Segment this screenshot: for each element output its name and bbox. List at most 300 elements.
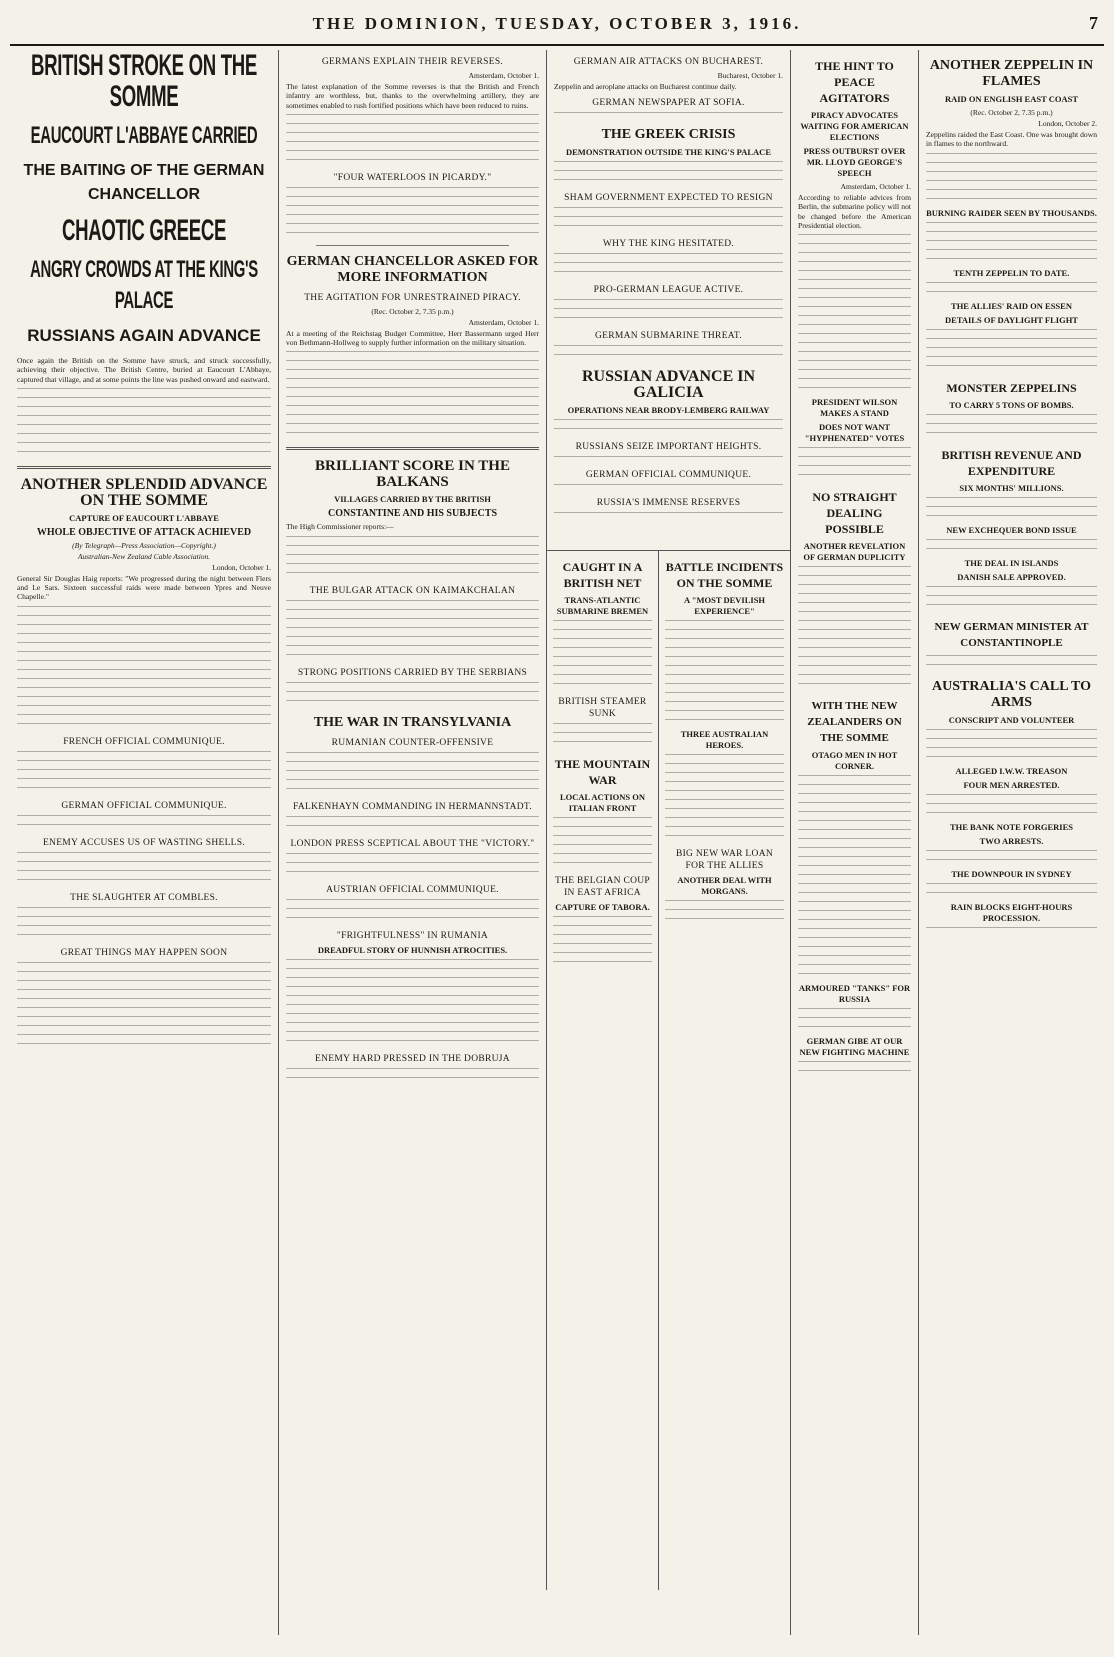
text-lines [798, 279, 911, 286]
text-lines [798, 928, 911, 935]
text-lines [798, 474, 911, 481]
section-heading: GERMAN OFFICIAL COMMUNIQUE. [61, 800, 227, 811]
text-lines [798, 1017, 911, 1024]
text-lines [286, 232, 539, 239]
section-heading: THE AGITATION FOR UNRESTRAINED PIRACY. [304, 292, 521, 303]
text-lines [554, 207, 783, 214]
headline: GERMAN CHANCELLOR ASKED FOR MORE INFORMATION [286, 253, 539, 285]
text-lines [17, 824, 271, 831]
column-2 [278, 50, 546, 1635]
text-lines [554, 354, 783, 361]
received-date: (Rec. October 2, 7.35 p.m.) [970, 108, 1053, 117]
text-lines [286, 536, 539, 543]
text-lines [286, 917, 539, 924]
text-lines [798, 811, 911, 818]
text-lines [17, 660, 271, 667]
dateline: London, October 2. [1038, 119, 1097, 128]
text-lines [554, 179, 783, 186]
text-lines [665, 656, 784, 663]
page-number: 7 [1089, 13, 1098, 33]
text-lines [17, 615, 271, 622]
text-lines [665, 665, 784, 672]
text-lines [17, 778, 271, 785]
headline: MONSTER ZEPPELINS [946, 380, 1077, 395]
text-lines [17, 442, 271, 449]
text-lines [553, 943, 652, 950]
text-lines [17, 751, 271, 758]
subheadline: ARMOURED "TANKS" FOR RUSSIA [798, 983, 911, 1005]
text-lines [553, 638, 652, 645]
text-lines [17, 934, 271, 941]
text-lines [926, 595, 1097, 602]
text-lines [798, 946, 911, 953]
text-lines [286, 816, 539, 823]
subheadline: ALLEGED I.W.W. TREASON [955, 765, 1068, 776]
text-lines [17, 980, 271, 987]
section-heading: GERMANS EXPLAIN THEIR REVERSES. [321, 57, 504, 67]
subheadline: FOUR MEN ARRESTED. [963, 779, 1060, 790]
text-lines [554, 456, 783, 463]
text-lines [286, 636, 539, 643]
text-lines [798, 683, 911, 690]
subheadline: TENTH ZEPPELIN TO DATE. [953, 267, 1070, 278]
text-lines [554, 170, 783, 177]
section-heading: BRITISH STEAMER SUNK [558, 697, 647, 719]
text-lines [798, 593, 911, 600]
section-heading: RUSSIA'S IMMENSE RESERVES [596, 498, 741, 509]
text-lines [798, 602, 911, 609]
text-lines [554, 428, 783, 435]
text-lines [798, 1008, 911, 1015]
text-lines [665, 781, 784, 788]
text-lines [286, 150, 539, 157]
text-lines [286, 378, 539, 385]
section-heading: ENEMY ACCUSES US OF WASTING SHELLS. [42, 837, 246, 848]
text-lines [798, 243, 911, 250]
text-lines [798, 883, 911, 890]
section-heading: RUMANIAN COUNTER-OFFENSIVE [331, 737, 494, 748]
text-lines [286, 1004, 539, 1011]
section-heading: PRO-GERMAN LEAGUE ACTIVE. [593, 285, 744, 296]
text-lines [798, 620, 911, 627]
text-lines [17, 624, 271, 631]
text-lines [286, 691, 539, 698]
text-lines [286, 618, 539, 625]
section-heading: GERMAN AIR ATTACKS ON BUCHAREST. [573, 57, 764, 67]
text-lines [665, 790, 784, 797]
text-lines [286, 908, 539, 915]
section-heading: GERMAN OFFICIAL COMMUNIQUE. [585, 470, 752, 481]
text-lines [665, 701, 784, 708]
text-lines [17, 678, 271, 685]
text-lines [17, 397, 271, 404]
text-lines [926, 347, 1097, 354]
text-lines [554, 317, 783, 324]
text-lines [926, 803, 1097, 810]
section-heading: "FOUR WATERLOOS IN PICARDY." [333, 172, 492, 183]
text-lines [286, 360, 539, 367]
text-lines [286, 779, 539, 786]
article-text: Zeppelins raided the East Coast. One was brought down in flames to the northward. [926, 130, 1097, 149]
text-lines [798, 775, 911, 782]
headline: THE GREEK CRISIS [601, 127, 736, 143]
text-lines [926, 153, 1097, 160]
text-lines [926, 198, 1097, 205]
subheadline: TRANS-ATLANTIC SUBMARINE BREMEN [556, 595, 649, 616]
text-lines [17, 916, 271, 923]
text-lines [926, 539, 1097, 546]
text-lines [926, 548, 1097, 555]
subheadline: DOES NOT WANT "HYPHENATED" VOTES [804, 422, 905, 444]
text-lines [798, 611, 911, 618]
subheadline: PIRACY ADVOCATES WAITING FOR AMERICAN ELECTIONS [800, 110, 909, 142]
subheadline: PRESS OUTBURST OVER MR. LLOYD GEORGE'S SPEECH [803, 146, 906, 178]
subheadline: THE ALLIES' RAID ON ESSEN [951, 300, 1072, 311]
text-lines [926, 222, 1097, 229]
column-3b [658, 550, 790, 1590]
text-lines [286, 1077, 539, 1084]
text-lines [286, 609, 539, 616]
text-lines [286, 600, 539, 607]
text-lines [926, 162, 1097, 169]
text-lines [926, 850, 1097, 857]
text-lines [17, 424, 271, 431]
text-lines [286, 862, 539, 869]
text-lines [554, 308, 783, 315]
subheadline: ANOTHER DEAL WITH MORGANS. [677, 875, 772, 896]
text-lines [926, 506, 1097, 513]
text-lines [554, 299, 783, 306]
subheadline: CONSTANTINE AND HIS SUBJECTS [327, 508, 498, 520]
text-lines [798, 964, 911, 971]
text-lines [286, 572, 539, 579]
article-text: The latest explanation of the Somme reverses is that the British and French infantry are worthless, but, thanks to the overwhelming artillery, they are sometimes enabled to rush fortified positions which have been reduced to ruins. [286, 82, 539, 110]
column-3 [546, 50, 790, 550]
text-lines [798, 674, 911, 681]
text-lines [798, 656, 911, 663]
subheadline: DREADFUL STORY OF HUNNISH ATROCITIES. [317, 944, 508, 955]
text-lines [286, 432, 539, 439]
text-lines [926, 338, 1097, 345]
subheadline: A "MOST DEVILISH EXPERIENCE" [683, 595, 766, 616]
text-lines [17, 1007, 271, 1014]
text-lines [17, 971, 271, 978]
section-heading: RUSSIANS SEIZE IMPORTANT HEIGHTS. [575, 442, 762, 453]
text-lines [926, 655, 1097, 662]
text-lines [17, 669, 271, 676]
dateline: Bucharest, October 1. [717, 71, 783, 80]
article-text: General Sir Douglas Haig reports: "We progressed during the night between Flers and Le Sars. Sixteen successful raids were made between Ypres and Neuve Chapelle." [17, 573, 271, 602]
subheadline: CONSCRIPT AND VOLUNTEER [948, 714, 1075, 725]
text-lines [286, 563, 539, 570]
subheadline: RAID ON ENGLISH EAST COAST [944, 94, 1079, 104]
text-lines [286, 645, 539, 652]
text-lines [286, 423, 539, 430]
text-lines [798, 910, 911, 917]
headline: BRILLIANT SCORE IN THE BALKANS [315, 458, 510, 491]
subheadline: PRESIDENT WILSON MAKES A STAND [811, 397, 898, 419]
section-heading: STRONG POSITIONS CARRIED BY THE SERBIANS [297, 667, 528, 678]
text-lines [286, 825, 539, 832]
subheadline: WHOLE OBJECTIVE OF ATTACK ACHIEVED [36, 526, 252, 538]
text-lines [286, 387, 539, 394]
headline: THE HINT TO PEACE AGITATORS [815, 59, 894, 105]
text-lines [665, 692, 784, 699]
text-lines [286, 114, 539, 121]
text-lines [17, 1034, 271, 1041]
text-lines [665, 647, 784, 654]
text-lines [286, 132, 539, 139]
text-lines [926, 756, 1097, 763]
column-5 [918, 50, 1104, 1635]
text-lines [17, 388, 271, 395]
text-lines [798, 955, 911, 962]
text-lines [17, 925, 271, 932]
text-lines [926, 664, 1097, 671]
text-lines [665, 808, 784, 815]
text-lines [665, 909, 784, 916]
text-lines [798, 252, 911, 259]
text-lines [17, 406, 271, 413]
subheadline: BURNING RAIDER SEEN BY THOUSANDS. [926, 207, 1097, 218]
text-lines [286, 196, 539, 203]
text-lines [926, 497, 1097, 504]
text-lines [798, 1061, 911, 1068]
headline: WITH THE NEW ZEALANDERS ON THE SOMME [807, 700, 902, 745]
section-heading: ENEMY HARD PRESSED IN THE DOBRUJA [315, 1053, 510, 1064]
subheadline: THE DEAL IN ISLANDS [964, 557, 1059, 568]
text-lines [798, 629, 911, 636]
text-lines [553, 665, 652, 672]
column-1 [10, 50, 278, 1635]
text-lines [286, 871, 539, 878]
subheadline: ANOTHER REVELATION OF GERMAN DUPLICITY [803, 541, 906, 563]
headline: NEW GERMAN MINISTER AT CONSTANTINOPLE [934, 620, 1089, 649]
text-lines [798, 665, 911, 672]
text-lines [665, 900, 784, 907]
text-lines [926, 423, 1097, 430]
text-lines [798, 270, 911, 277]
text-lines [17, 1016, 271, 1023]
section-heading: FALKENHAYN COMMANDING IN HERMANNSTADT. [293, 801, 532, 812]
text-lines [286, 654, 539, 661]
masthead [10, 10, 1104, 46]
text-lines [798, 865, 911, 872]
text-lines [553, 674, 652, 681]
masthead-title: THE DOMINION, TUESDAY, OCTOBER 3, 1916. [312, 14, 802, 33]
text-lines [926, 738, 1097, 745]
text-lines [553, 925, 652, 932]
text-lines [17, 787, 271, 794]
text-lines [554, 262, 783, 269]
text-lines [17, 1043, 271, 1050]
text-lines [286, 995, 539, 1002]
text-lines [926, 892, 1097, 899]
text-lines [665, 719, 784, 726]
article-text: Zeppelin and aeroplane attacks on Bucharest continue daily. [554, 82, 737, 91]
text-lines [798, 874, 911, 881]
text-lines [286, 351, 539, 358]
column-3a [546, 550, 658, 1590]
text-lines [553, 853, 652, 860]
text-lines [665, 710, 784, 717]
text-lines [798, 333, 911, 340]
text-lines [798, 829, 911, 836]
text-lines [286, 977, 539, 984]
text-lines [553, 647, 652, 654]
text-lines [798, 234, 911, 241]
dateline: London, October 1. [212, 562, 271, 572]
subheadline: LOCAL ACTIONS ON ITALIAN FRONT [559, 792, 646, 813]
text-lines [798, 351, 911, 358]
section-heading: GERMAN NEWSPAPER AT SOFIA. [592, 98, 745, 109]
text-lines [553, 629, 652, 636]
text-lines [553, 741, 652, 748]
text-lines [926, 586, 1097, 593]
text-lines [798, 297, 911, 304]
text-lines [665, 638, 784, 645]
text-lines [17, 433, 271, 440]
section-heading: GREAT THINGS MAY HAPPEN SOON [60, 947, 228, 958]
text-lines [665, 763, 784, 770]
headline: BRITISH STROKE ON THE SOMME [30, 50, 257, 113]
subheadline: CAPTURE OF TABORA. [555, 902, 650, 912]
text-lines [286, 187, 539, 194]
text-lines [286, 682, 539, 689]
text-lines [798, 387, 911, 394]
subheadline: THREE AUSTRALIAN HEROES. [680, 729, 769, 750]
text-lines [926, 883, 1097, 890]
divider [17, 466, 271, 469]
text-lines [798, 1026, 911, 1033]
text-lines [926, 859, 1097, 866]
headline: THE BAITING OF THE GERMAN CHANCELLOR [23, 162, 265, 203]
text-lines [17, 633, 271, 640]
newspaper-page [10, 10, 1104, 1637]
text-lines [286, 853, 539, 860]
text-lines [926, 329, 1097, 336]
subheadline: DETAILS OF DAYLIGHT FLIGHT [945, 314, 1078, 325]
text-lines [798, 820, 911, 827]
text-lines [17, 852, 271, 859]
text-lines [798, 647, 911, 654]
headline: RUSSIANS AGAIN ADVANCE [27, 326, 261, 345]
text-lines [798, 288, 911, 295]
text-lines [286, 405, 539, 412]
text-lines [798, 324, 911, 331]
text-lines [286, 899, 539, 906]
text-lines [286, 959, 539, 966]
text-lines [17, 642, 271, 649]
text-lines [798, 901, 911, 908]
text-lines [286, 1022, 539, 1029]
subheadline: NEW EXCHEQUER BOND ISSUE [946, 524, 1077, 535]
text-lines [926, 258, 1097, 265]
text-lines [17, 687, 271, 694]
text-lines [665, 835, 784, 842]
article-text: At a meeting of the Reichstag Budget Committee, Herr Bassermann urged Herr von Bethmann-Hollweg to supply further information on the military situation. [286, 328, 539, 348]
text-lines [553, 934, 652, 941]
credit-line: (By Telegraph—Press Association—Copyright.) [72, 540, 216, 550]
text-lines [286, 986, 539, 993]
text-lines [798, 575, 911, 582]
text-lines [798, 847, 911, 854]
text-lines [554, 345, 783, 352]
text-lines [553, 952, 652, 959]
text-lines [926, 171, 1097, 178]
dateline: Amsterdam, October 1. [468, 71, 539, 80]
text-lines [286, 700, 539, 707]
text-lines [286, 788, 539, 795]
text-lines [286, 554, 539, 561]
section-heading: "FRIGHTFULNESS" IN RUMANIA [336, 930, 489, 941]
article-text: According to reliable advices from Berlin, the submarine policy will not be changed before the American Presidential election. [798, 193, 911, 230]
subheadline: DANISH SALE APPROVED. [957, 571, 1066, 582]
text-lines [17, 962, 271, 969]
text-lines [665, 620, 784, 627]
text-lines [665, 817, 784, 824]
subheadline: RAIN BLOCKS EIGHT-HOURS PROCESSION. [950, 901, 1073, 923]
text-lines [17, 415, 271, 422]
section-heading: AUSTRIAN OFFICIAL COMMUNIQUE. [326, 884, 499, 895]
text-lines [286, 123, 539, 130]
text-lines [17, 723, 271, 730]
subheadline: THE DOWNPOUR IN SYDNEY [951, 868, 1072, 879]
text-lines [553, 620, 652, 627]
text-lines [926, 231, 1097, 238]
text-lines [286, 1031, 539, 1038]
text-lines [17, 760, 271, 767]
text-lines [798, 638, 911, 645]
text-lines [798, 447, 911, 454]
text-lines [665, 674, 784, 681]
text-lines [926, 180, 1097, 187]
text-lines [926, 240, 1097, 247]
section-heading: WHY THE KING HESITATED. [602, 239, 735, 250]
dateline: Amsterdam, October 1. [840, 182, 911, 191]
credit-line: Australian-New Zealand Cable Association. [77, 551, 211, 561]
text-lines [798, 315, 911, 322]
text-lines [926, 927, 1097, 934]
text-lines [926, 356, 1097, 363]
text-lines [286, 1013, 539, 1020]
subheadline: GERMAN GIBE AT OUR NEW FIGHTING MACHINE [799, 1036, 910, 1058]
text-lines [286, 968, 539, 975]
text-lines [926, 365, 1097, 372]
text-lines [553, 656, 652, 663]
headline: CAUGHT IN A BRITISH NET [562, 560, 643, 590]
text-lines [798, 937, 911, 944]
subheadline: VILLAGES CARRIED BY THE BRITISH [334, 494, 491, 505]
text-lines [798, 360, 911, 367]
text-lines [553, 961, 652, 968]
text-lines [286, 545, 539, 552]
text-lines [553, 826, 652, 833]
headline: CHAOTIC GREECE [61, 214, 227, 247]
text-lines [798, 802, 911, 809]
section-heading: FRENCH OFFICIAL COMMUNIQUE. [63, 736, 225, 747]
text-lines [553, 916, 652, 923]
text-lines [798, 261, 911, 268]
text-lines [286, 1040, 539, 1047]
text-lines [17, 769, 271, 776]
text-lines [286, 223, 539, 230]
text-lines [554, 419, 783, 426]
text-lines [554, 512, 783, 519]
text-lines [926, 747, 1097, 754]
text-lines [17, 907, 271, 914]
text-lines [665, 799, 784, 806]
